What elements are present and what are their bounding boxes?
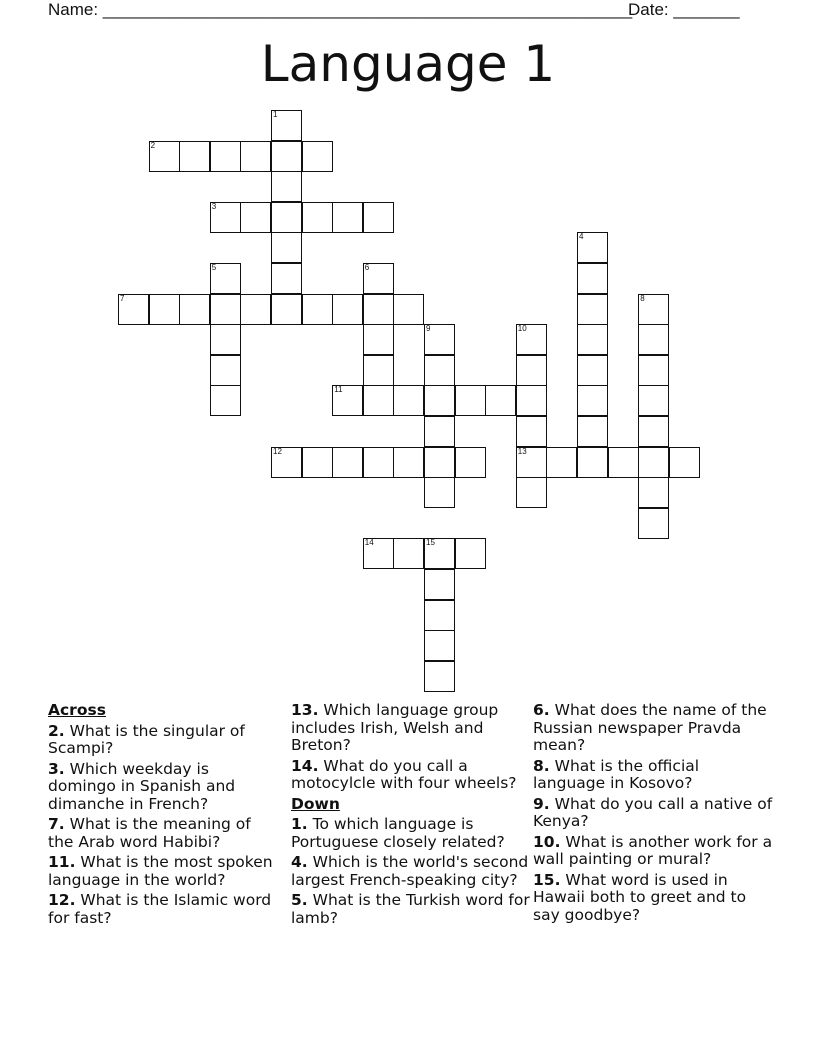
- grid-cell[interactable]: [577, 263, 608, 294]
- grid-cell[interactable]: [424, 538, 455, 569]
- clue-text: What is the singular of Scampi?: [48, 721, 245, 757]
- grid-cell[interactable]: [516, 355, 547, 386]
- grid-cell[interactable]: [118, 294, 149, 325]
- grid-cell[interactable]: [577, 385, 608, 416]
- clue-number: 1.: [291, 815, 308, 833]
- grid-cell[interactable]: [179, 294, 210, 325]
- cell-number: 8: [640, 293, 645, 303]
- grid-cell[interactable]: [546, 447, 577, 478]
- clue-down-5: [291, 892, 531, 927]
- cell-number: 11: [334, 385, 343, 395]
- grid-cell[interactable]: [240, 202, 271, 233]
- grid-cell[interactable]: [393, 385, 424, 416]
- grid-cell[interactable]: [302, 447, 333, 478]
- clue-number: 10.: [533, 832, 561, 851]
- grid-cell[interactable]: [516, 447, 547, 478]
- grid-cell[interactable]: [577, 355, 608, 386]
- grid-cell[interactable]: [149, 294, 180, 325]
- clue-text: What does the name of the Russian newspaper Pravda mean?: [533, 701, 767, 754]
- page-title: Language 1: [260, 35, 556, 93]
- grid-cell[interactable]: [332, 447, 363, 478]
- grid-cell[interactable]: [271, 202, 302, 233]
- across-heading: Across: [48, 701, 106, 719]
- cell-number: 4: [579, 232, 584, 242]
- grid-cell[interactable]: [638, 294, 669, 325]
- name-field-label: Name: ________________________________________________________: [48, 0, 633, 19]
- cell-number: 15: [426, 538, 435, 548]
- date-field-label: Date: _______: [628, 0, 740, 19]
- grid-cell[interactable]: [485, 385, 516, 416]
- grid-cell[interactable]: [455, 447, 486, 478]
- clue-down-1: [291, 816, 531, 851]
- clue-text: What is the most spoken language in the world?: [48, 853, 273, 889]
- clue-text: Which weekday is domingo in Spanish and dimanche in French?: [48, 759, 236, 813]
- grid-cell[interactable]: [332, 294, 363, 325]
- grid-cell[interactable]: [210, 141, 241, 172]
- clue-number: 14.: [291, 756, 319, 775]
- clue-down-9: [533, 796, 773, 831]
- clue-number: 8.: [533, 756, 550, 775]
- clue-text: What is the meaning of the Arab word Habibi?: [48, 815, 251, 851]
- grid-cell[interactable]: [669, 447, 700, 478]
- grid-cell[interactable]: [363, 538, 394, 569]
- grid-cell[interactable]: [424, 385, 455, 416]
- grid-cell[interactable]: [210, 355, 241, 386]
- grid-cell[interactable]: [363, 355, 394, 386]
- grid-cell[interactable]: [577, 232, 608, 263]
- grid-cell[interactable]: [210, 385, 241, 416]
- clue-text: What is another work for a wall painting or mural?: [533, 832, 773, 868]
- grid-cell[interactable]: [638, 508, 669, 539]
- grid-cell[interactable]: [210, 202, 241, 233]
- grid-cell[interactable]: [240, 294, 271, 325]
- grid-cell[interactable]: [302, 141, 333, 172]
- clue-text: Which is the world's second largest French-speaking city?: [291, 853, 529, 889]
- clue-down-8: [533, 758, 773, 793]
- clue-across-11: [48, 854, 276, 889]
- cell-number: 13: [517, 446, 527, 456]
- clue-down-10: [533, 834, 773, 869]
- grid-cell[interactable]: [393, 538, 424, 569]
- grid-cell[interactable]: [638, 385, 669, 416]
- clue-text: What is the Turkish word for lamb?: [291, 891, 530, 927]
- cell-number: 9: [426, 324, 431, 334]
- clue-column-3: [533, 702, 773, 927]
- clue-text: What do you call a native of Kenya?: [533, 794, 773, 830]
- cell-number: 7: [120, 293, 125, 303]
- grid-cell[interactable]: [271, 232, 302, 263]
- cell-number: 6: [364, 263, 370, 272]
- grid-cell[interactable]: [638, 447, 669, 478]
- clue-text: What word is used in Hawaii both to greet and to say goodbye?: [533, 870, 747, 924]
- grid-cell[interactable]: [363, 202, 394, 233]
- clue-number: 11.: [48, 853, 76, 871]
- clue-number: 5.: [291, 891, 308, 909]
- grid-cell[interactable]: [424, 569, 455, 600]
- clue-across-2: [48, 723, 276, 758]
- grid-cell[interactable]: [516, 324, 547, 355]
- grid-cell[interactable]: [363, 263, 394, 294]
- clue-number: 15.: [533, 870, 561, 889]
- clue-across-12: [48, 892, 276, 927]
- grid-cell[interactable]: [393, 447, 424, 478]
- clue-across-13: [291, 702, 531, 755]
- cell-number: 5: [211, 263, 217, 272]
- grid-cell[interactable]: [271, 141, 302, 172]
- clue-number: 2.: [48, 721, 65, 740]
- cell-number: 14: [364, 538, 374, 548]
- grid-cell[interactable]: [210, 294, 241, 325]
- grid-cell[interactable]: [577, 416, 608, 447]
- clue-number: 6.: [533, 701, 550, 719]
- grid-cell[interactable]: [210, 324, 241, 355]
- grid-cell[interactable]: [424, 600, 455, 631]
- grid-cell[interactable]: [577, 294, 608, 325]
- cell-number: 2: [150, 140, 156, 150]
- grid-cell[interactable]: [638, 324, 669, 355]
- grid-cell[interactable]: [577, 447, 608, 478]
- grid-cell[interactable]: [424, 630, 455, 661]
- clue-number: 12.: [48, 891, 76, 909]
- clue-column-2: [291, 702, 531, 930]
- grid-cell[interactable]: [516, 477, 547, 508]
- grid-cell[interactable]: [363, 447, 394, 478]
- cell-number: 12: [273, 446, 282, 456]
- grid-cell[interactable]: [179, 141, 210, 172]
- grid-cell[interactable]: [424, 661, 455, 692]
- grid-cell[interactable]: [240, 141, 271, 172]
- clue-column-1: [48, 702, 276, 930]
- cell-number: 1: [273, 110, 278, 119]
- grid-cell[interactable]: [271, 171, 302, 202]
- grid-cell[interactable]: [516, 416, 547, 447]
- clue-across-3: [48, 761, 276, 814]
- clue-number: 3.: [48, 759, 65, 778]
- grid-cell[interactable]: [608, 447, 639, 478]
- grid-cell[interactable]: [363, 385, 394, 416]
- clue-across-7: [48, 816, 276, 851]
- grid-cell[interactable]: [271, 263, 302, 294]
- clue-down-6: [533, 702, 773, 755]
- clue-number: 9.: [533, 794, 550, 813]
- grid-cell[interactable]: [363, 324, 394, 355]
- grid-cell[interactable]: [271, 110, 302, 141]
- cell-number: 3: [211, 201, 217, 211]
- grid-cell[interactable]: [516, 385, 547, 416]
- grid-cell[interactable]: [424, 416, 455, 447]
- clue-down-4: [291, 854, 531, 889]
- down-heading: Down: [291, 794, 340, 813]
- clue-number: 7.: [48, 815, 65, 833]
- grid-cell[interactable]: [455, 538, 486, 569]
- grid-cell[interactable]: [302, 202, 333, 233]
- clue-number: 4.: [291, 853, 308, 871]
- grid-cell[interactable]: [424, 447, 455, 478]
- grid-cell[interactable]: [424, 324, 455, 355]
- clue-text: What do you call a motocylcle with four wheels?: [291, 756, 517, 792]
- cell-number: 10: [517, 324, 527, 334]
- clue-text: What is the official language in Kosovo?: [533, 756, 700, 792]
- grid-cell[interactable]: [271, 294, 302, 325]
- grid-cell[interactable]: [577, 324, 608, 355]
- grid-cell[interactable]: [363, 294, 394, 325]
- grid-cell[interactable]: [424, 477, 455, 508]
- grid-cell[interactable]: [455, 385, 486, 416]
- clue-number: 13.: [291, 701, 319, 719]
- grid-cell[interactable]: [210, 263, 241, 294]
- grid-cell[interactable]: [638, 355, 669, 386]
- grid-cell[interactable]: [638, 477, 669, 508]
- clue-text: To which language is Portuguese closely related?: [291, 815, 505, 851]
- clue-down-15: [533, 872, 773, 925]
- grid-cell[interactable]: [393, 294, 424, 325]
- grid-cell[interactable]: [332, 202, 363, 233]
- clue-text: What is the Islamic word for fast?: [48, 891, 272, 927]
- grid-cell[interactable]: [332, 385, 363, 416]
- grid-cell[interactable]: [424, 355, 455, 386]
- grid-cell[interactable]: [638, 416, 669, 447]
- grid-cell[interactable]: [271, 447, 302, 478]
- grid-cell[interactable]: [302, 294, 333, 325]
- grid-cell[interactable]: [149, 141, 180, 172]
- clue-across-14: [291, 758, 531, 793]
- clue-text: Which language group includes Irish, Welsh and Breton?: [291, 701, 499, 754]
